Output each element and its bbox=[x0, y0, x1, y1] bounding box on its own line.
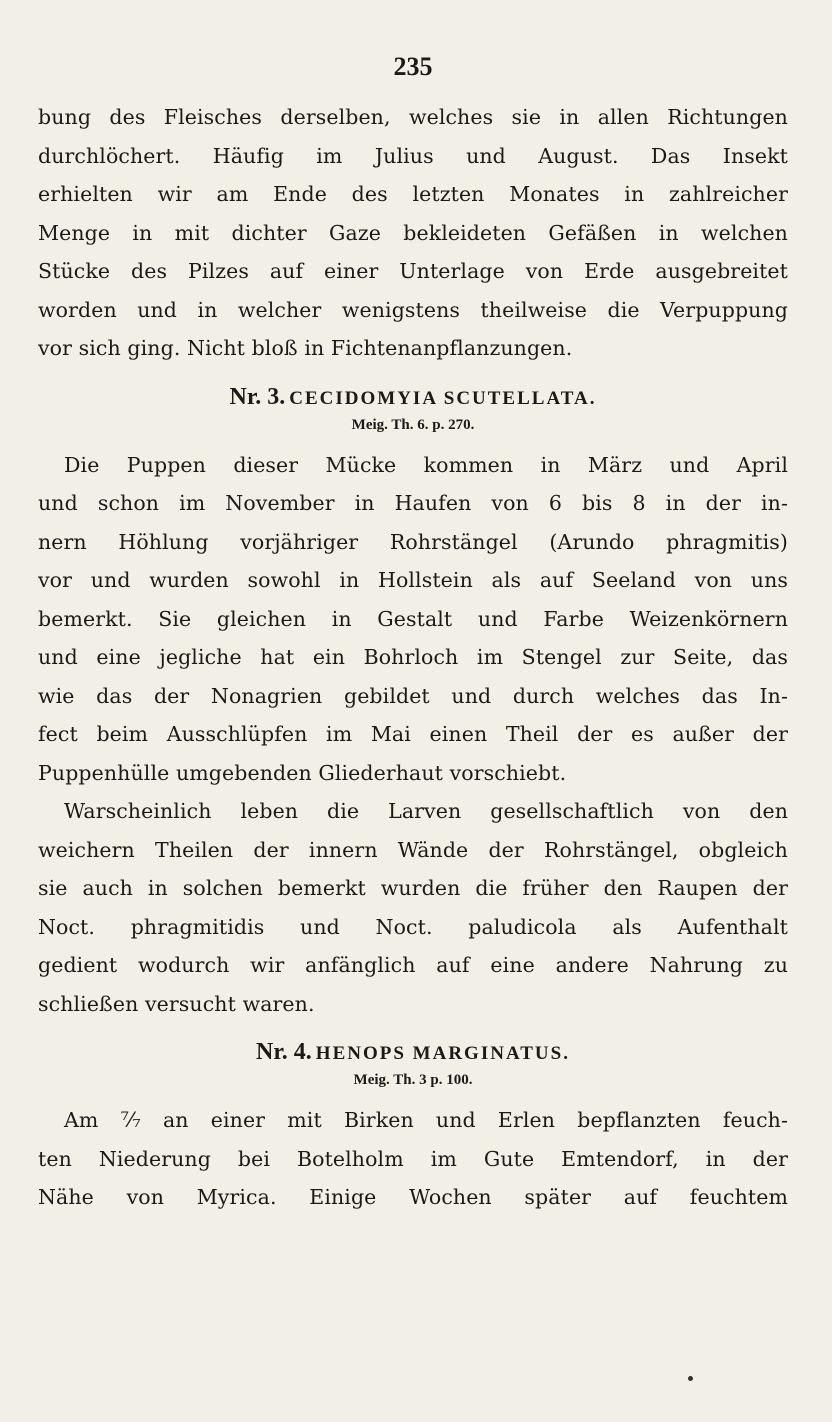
text-line: Nähe von Myrica. Einige Wochen später auf feuchtem bbox=[38, 1185, 788, 1209]
text-line: Die Puppen dieser Mücke kommen in März und April bbox=[64, 452, 788, 477]
text-line: nern Höhlung vorjähriger Rohrstängel (Arundo phragmitis) bbox=[38, 529, 788, 554]
text-line: erhielten wir am Ende des letzten Monates in zahlreicher bbox=[38, 182, 788, 206]
text-line: vor sich ging. Nicht bloß in Fichtenanpflanzungen. bbox=[38, 336, 573, 360]
species-name: HENOPS MARGINATUS. bbox=[315, 1043, 570, 1064]
text-line: Stücke des Pilzes auf einer Unterlage von Erde ausgebreitet bbox=[38, 259, 788, 283]
text-line: und eine jegliche hat ein Bohrloch im Stengel zur Seite, das bbox=[38, 645, 788, 669]
literature-reference: Meig. Th. 3 p. 100. bbox=[353, 1072, 473, 1088]
text-line: wie das der Nonagrien gebildet und durch welches das In- bbox=[38, 683, 788, 708]
page-number: 235 bbox=[393, 52, 433, 81]
text-line: bung des Fleisches derselben, welches sie in allen Richtungen bbox=[38, 105, 788, 129]
species-name: CECIDOMYIA SCUTELLATA. bbox=[289, 387, 597, 409]
text-line: durchlöchert. Häufig im Julius und August. Das Insekt bbox=[38, 143, 788, 168]
text-line: weichern Theilen der innern Wände der Rohrstängel, obgleich bbox=[38, 837, 788, 862]
paragraph-1 bbox=[38, 98, 788, 368]
text-line: worden und in welcher wenigstens theilweise die Verpuppung bbox=[38, 297, 788, 322]
text-line: ten Niederung bei Botelholm im Gute Emtendorf, in der bbox=[38, 1146, 788, 1171]
paragraph-2 bbox=[38, 446, 788, 1024]
text-line: fect beim Ausschlüpfen im Mai einen Theil der es außer der bbox=[38, 722, 788, 746]
text-line: Menge in mit dichter Gaze bekleideten Gefäßen in welchen bbox=[38, 220, 788, 245]
ink-speck bbox=[688, 1376, 693, 1381]
text-line: bemerkt. Sie gleichen in Gestalt und Farbe Weizenkörnern bbox=[38, 606, 788, 631]
text-line: Puppenhülle umgebenden Gliederhaut vorschiebt. bbox=[38, 760, 567, 785]
text-line: Warscheinlich leben die Larven gesellschaftlich von den bbox=[64, 799, 788, 823]
section-heading-nr4 bbox=[38, 1039, 788, 1066]
text-line: sie auch in solchen bemerkt wurden die früher den Raupen der bbox=[38, 876, 788, 900]
section-number: Nr. 3. bbox=[229, 383, 286, 410]
text-line: vor und wurden sowohl in Hollstein als auf Seeland von uns bbox=[38, 568, 788, 592]
section-heading-nr3 bbox=[38, 384, 788, 411]
section-number: Nr. 4. bbox=[256, 1039, 312, 1065]
literature-reference: Meig. Th. 6. p. 270. bbox=[351, 416, 475, 433]
text-line: Am ⁷⁄₇ an einer mit Birken und Erlen bepflanzten feuch- bbox=[64, 1108, 788, 1132]
text-line: Noct. phragmitidis und Noct. paludicola als Aufenthalt bbox=[38, 914, 788, 939]
text-line: und schon im November in Haufen von 6 bis 8 in der in- bbox=[38, 491, 788, 515]
paragraph-3 bbox=[38, 1101, 788, 1217]
text-line: gedient wodurch wir anfänglich auf eine andere Nahrung zu bbox=[38, 953, 788, 977]
text-line: schließen versucht waren. bbox=[38, 991, 315, 1016]
